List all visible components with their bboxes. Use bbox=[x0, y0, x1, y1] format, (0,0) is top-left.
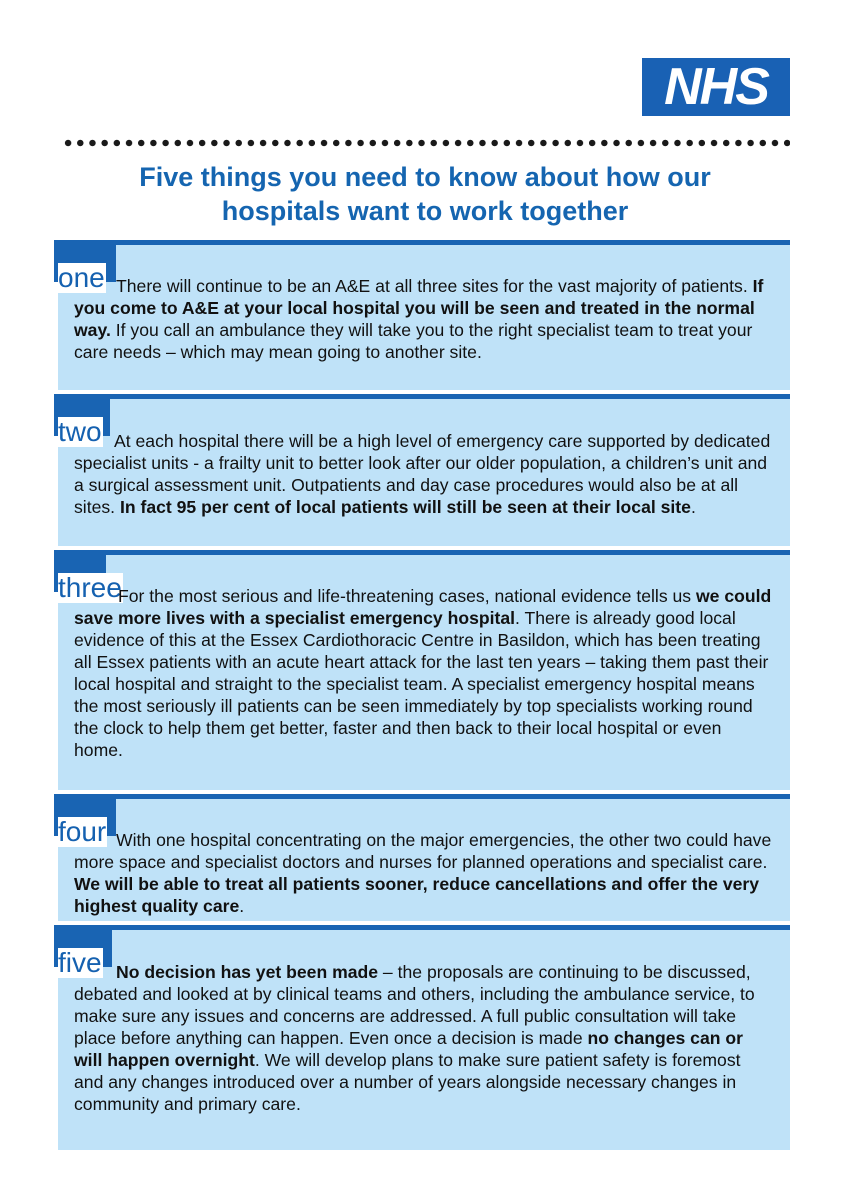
section-body bbox=[74, 430, 774, 518]
nhs-logo-text: NHS bbox=[664, 58, 768, 116]
body-text: At each hospital there will be a high level of emergency care supported by dedicated specialist units - a frailty unit to better look after our older population, a children’s unit and a surgical assessment unit. Outpatients and day case procedures would also be at all sites. bbox=[74, 431, 771, 517]
page-title bbox=[60, 160, 790, 228]
section-two bbox=[58, 394, 790, 546]
body-text: . There is already good local evidence of this at the Essex Cardiothoracic Centre in Basildon, which has been treating all Essex patients with an acute heart attack for the last ten years – taking them past their local hospital and straight to the specialist team. A specialist emergency hospital means the most seriously ill patients can be seen immediately by top specialists working round the clock to help them get better, faster and then back to their local hospital or even home. bbox=[74, 608, 769, 760]
section-number: two bbox=[58, 416, 102, 447]
section-body bbox=[74, 585, 774, 761]
bold-text: If you come to A&E at your local hospital you will be seen and treated in the normal way. bbox=[74, 276, 764, 340]
bold-text: no changes can or will happen overnight bbox=[74, 1028, 743, 1070]
section-body bbox=[74, 275, 774, 363]
section-number: five bbox=[58, 947, 102, 978]
page-title-line-1: Five things you need to know about how our bbox=[139, 162, 711, 192]
bold-text: we could save more lives with a specialist emergency hospital bbox=[74, 586, 772, 628]
bold-text: We will be able to treat all patients sooner, reduce cancellations and offer the very highest quality care bbox=[74, 874, 760, 916]
section-number: one bbox=[58, 262, 105, 293]
body-text: If you call an ambulance they will take you to the right specialist team to treat your care needs – which may mean going to another site. bbox=[74, 320, 753, 362]
body-text: . bbox=[239, 896, 245, 916]
body-text: . bbox=[690, 497, 696, 517]
dotted-divider bbox=[62, 138, 790, 148]
bold-text: No decision has yet been made bbox=[116, 962, 379, 982]
bold-text: In fact 95 per cent of local patients will still be seen at their local site bbox=[119, 497, 691, 517]
body-text: With one hospital concentrating on the major emergencies, the other two could have more space and specialist doctors and nurses for planned operations and specialist care. bbox=[74, 830, 772, 872]
nhs-logo bbox=[642, 58, 790, 116]
section-number: four bbox=[58, 816, 107, 847]
section-one bbox=[58, 240, 790, 390]
body-text: . We will develop plans to make sure patient safety is foremost and any changes introduced over a number of years alongside necessary changes in community and primary care. bbox=[74, 1050, 741, 1114]
section-body bbox=[74, 961, 774, 1115]
section-number: three bbox=[58, 572, 122, 603]
section-four bbox=[58, 794, 790, 921]
body-text: For the most serious and life-threatening cases, national evidence tells us bbox=[118, 586, 696, 606]
body-text: – the proposals are continuing to be discussed, debated and looked at by clinical teams and others, including the ambulance service, to make sure any issues and concerns are addressed. A full public consultation will take place before anything can happen. Even once a decision is made bbox=[74, 962, 755, 1048]
section-five bbox=[58, 925, 790, 1150]
section-body bbox=[74, 829, 774, 917]
section-three bbox=[58, 550, 790, 790]
page-title-line-2: hospitals want to work together bbox=[221, 196, 629, 226]
body-text: There will continue to be an A&E at all three sites for the vast majority of patients. bbox=[116, 276, 753, 296]
